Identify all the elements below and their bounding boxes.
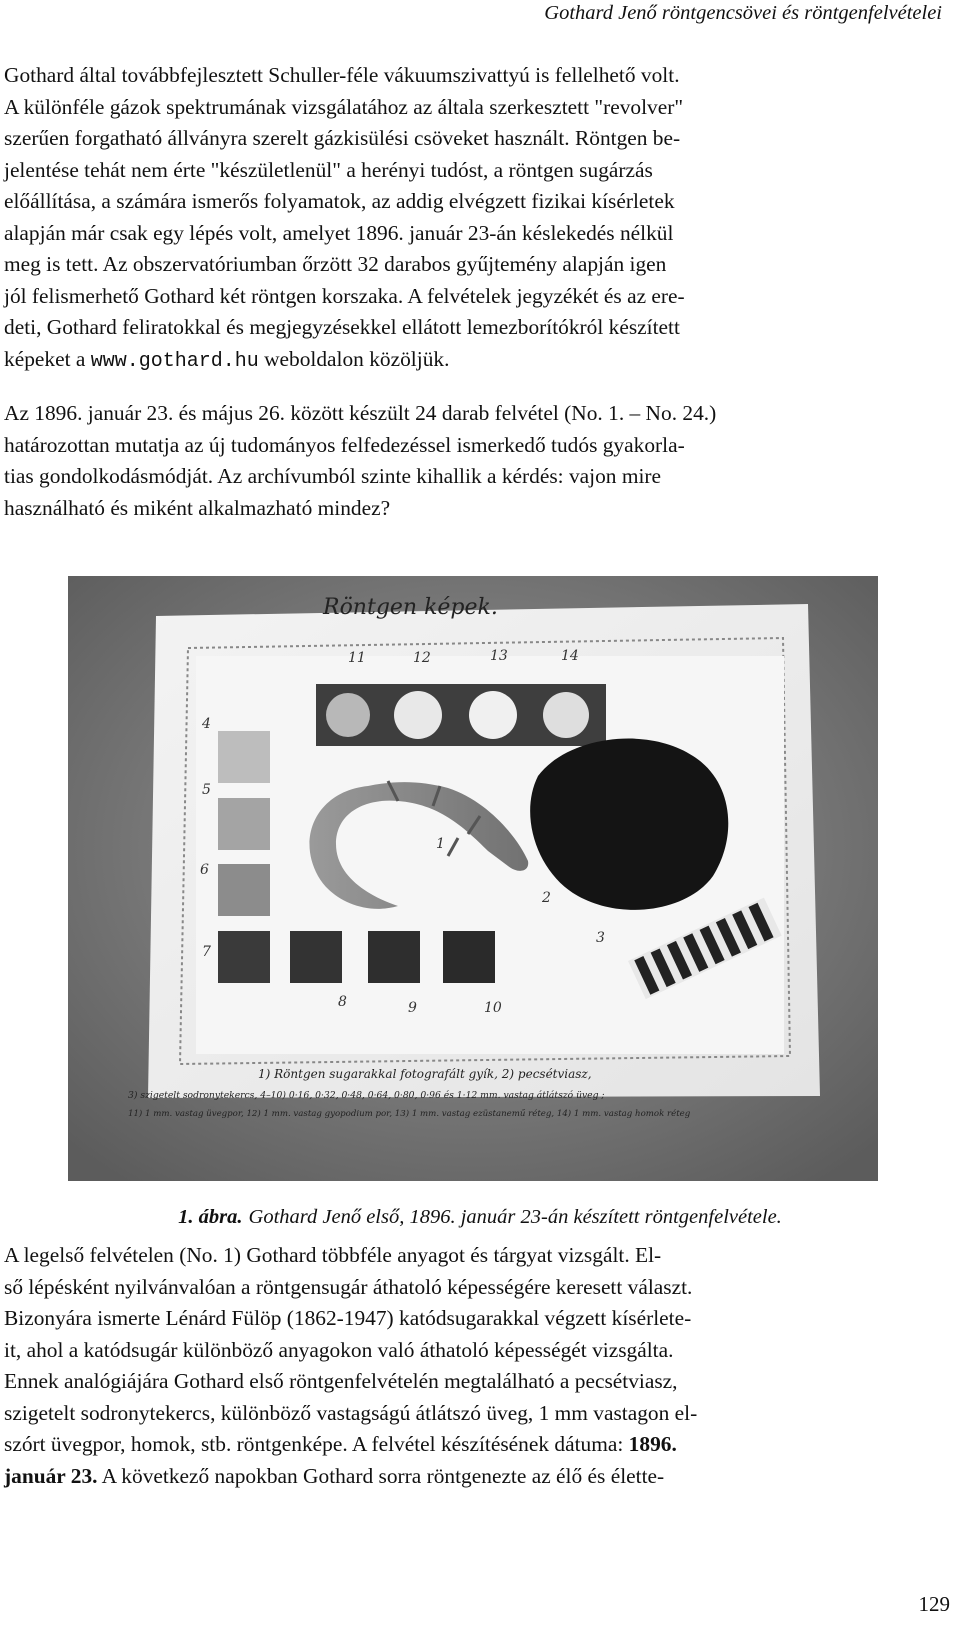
label-10: 10 [484,1000,502,1016]
paragraph-line: szigetelt sodronytekercs, különböző vastagságú átlátszó üveg, 1 mm vastagon el- [4,1400,698,1425]
label-12: 12 [413,650,431,666]
paragraph-line: jelentése tehát nem érte "készületlenül" a herényi tudóst, a röntgen sugárzás [4,157,653,182]
label-8: 8 [338,994,347,1010]
label-5: 5 [202,782,211,798]
paragraph-line: Gothard által továbbfejlesztett Schuller-féle vákuumszivattyú is fellelhető volt. [4,63,680,87]
handwritten-note-2: 3) szigetelt sodronytekercs, 4–10) 0·16, 0·32, 0·48, 0·64, 0·80, 0·96 és 1·12 mm. vastag átlátszó üveg ; [128,1090,605,1101]
sample-circle-11 [326,693,370,737]
paragraph-line [4,1461,956,1493]
figure-label: 1. ábra. [178,1206,243,1228]
handwritten-note-3: 11) 1 mm. vastag üvegpor, 12) 1 mm. vastag gyopodium por, 13) 1 mm. vastag ezüstanemű réteg, 14) 1 mm. vastag homok réteg [128,1109,691,1119]
paragraph-line: Ennek analógiájára Gothard első röntgenfelvételén megtalálható a pecsétviasz, [4,1369,678,1393]
label-14: 14 [561,648,579,664]
label-9: 9 [408,1000,417,1016]
caption-text: Gothard Jenő első, 1896. január 23-án készített röntgenfelvétele. [248,1206,782,1228]
page-number: 129 [918,1592,950,1616]
paragraph-line: ső lépésként nyilvánvalóan a röntgensugár áthatoló képességére keresett választ. [4,1274,693,1299]
paragraph-line: használható és miként alkalmazható mindez? [4,495,391,520]
figure-caption [0,1206,960,1229]
paragraph-line: Az 1896. január 23. és május 26. között készült 24 darab felvétel (No. 1. – No. 24.) [4,401,717,425]
paragraph-line: A különféle gázok spektrumának vizsgálatához az általa szerkesztett "revolver" [4,94,684,119]
glass-square-10 [443,931,495,983]
paragraph-2 [4,398,956,524]
paragraph-3 [4,1240,956,1492]
paragraph-1 [4,60,956,377]
text-fragment: weboldalon közöljük. [258,346,450,371]
xray-photograph-figure [68,576,878,1181]
paragraph-line: it, ahol a katódsugár különböző anyagokon való áthatoló képességét vizsgálta. [4,1337,674,1362]
glass-square-8 [290,931,342,983]
paragraph-line: tias gondolkodásmódját. Az archívumból szinte kihallik a kérdés: vajon mire [4,464,662,488]
handwritten-title: Röntgen képek. [323,595,498,620]
glass-square-9 [368,931,420,983]
label-11: 11 [348,650,366,666]
label-4: 4 [202,716,211,732]
paragraph-line: meg is tett. Az obszervatóriumban őrzött 32 darabos gyűjtemény alapján igen [4,252,667,276]
xray-plate-image [68,576,878,1181]
sample-circle-13 [469,691,517,739]
glass-square-6 [218,864,270,916]
label-13: 13 [490,648,508,664]
paragraph-line: A legelső felvételen (No. 1) Gothard többféle anyagot és tárgyat vizsgált. El- [4,1243,662,1267]
paragraph-line [4,1429,956,1461]
paragraph-line: szerűen forgatható állványra szerelt gázkisülési csöveket használt. Röntgen be- [4,126,681,150]
glass-square-5 [218,798,270,850]
paragraph-line: határozottan mutatja az új tudományos felfedezéssel ismerkedő tudós gyakorla- [4,432,685,457]
label-1: 1 [436,836,445,852]
glass-square-7 [218,931,270,983]
website-link[interactable]: www.gothard.hu [90,349,259,373]
label-2: 2 [542,890,551,906]
paragraph-line: Bizonyára ismerte Lénárd Fülöp (1862-1947) katódsugarakkal végzett kísérlete- [4,1306,692,1330]
handwritten-note-1: 1) Röntgen sugarakkal fotografált gyík, 2) pecsétviasz, [258,1067,592,1081]
label-7: 7 [202,944,211,960]
label-3: 3 [596,930,605,946]
sample-circle-14 [543,692,589,738]
text-fragment: A következő napokban Gothard sorra röntgenezte az élő és élette- [97,1463,665,1488]
date-day: január 23. [4,1463,98,1488]
running-header: Gothard Jenő röntgencsövei és röntgenfelvételei [544,2,942,24]
text-fragment: képeket a [4,346,91,371]
paragraph-line: jól felismerhető Gothard két röntgen korszaka. A felvételek jegyzékét és az ere- [4,283,685,308]
paragraph-line: előállítása, a számára ismerős folyamatok, az addig elvégzett fizikai kísérletek [4,189,675,213]
sample-circle-12 [394,691,442,739]
text-fragment: szórt üvegpor, homok, stb. röntgenképe. A felvétel készítésének dátuma: [4,1432,624,1456]
glass-square-4 [218,731,270,783]
paragraph-line: alapján már csak egy lépés volt, amelyet 1896. január 23-án késlekedés nélkül [4,220,674,245]
date-year: 1896. [628,1432,677,1456]
paragraph-line: deti, Gothard feliratokkal és megjegyzésekkel ellátott lemezborítókról készített [4,315,680,339]
label-6: 6 [200,862,209,878]
paragraph-line [4,344,956,378]
